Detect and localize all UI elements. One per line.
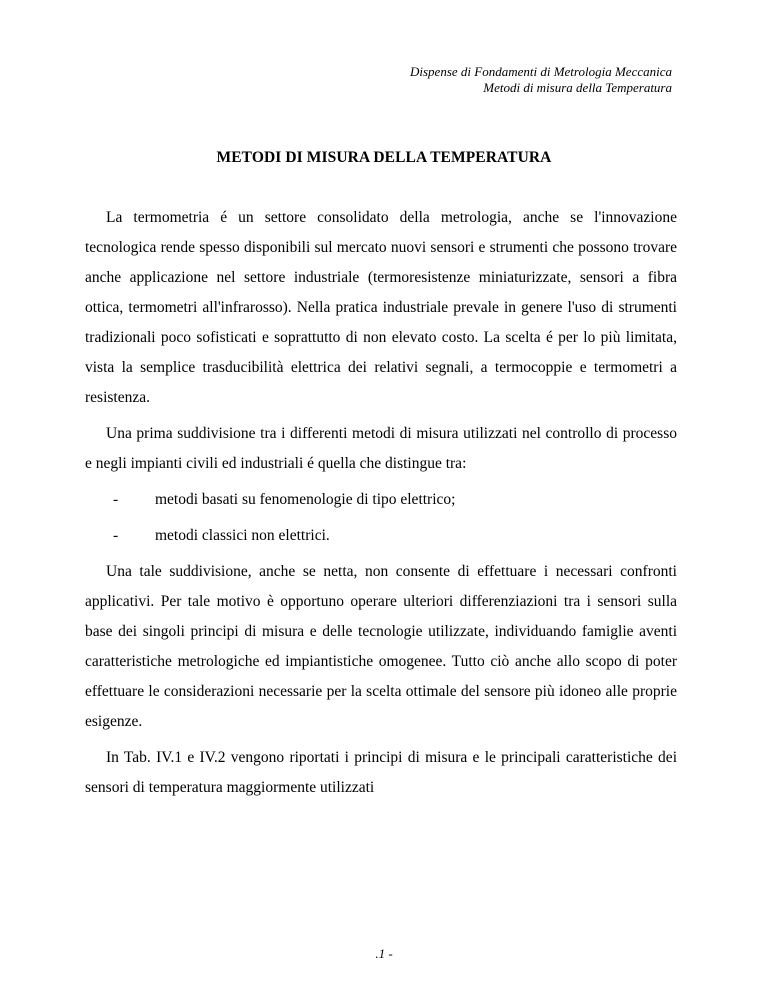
list-item-electrical	[85, 485, 677, 515]
list-bullet: -	[113, 527, 119, 544]
page-number: .1 -	[375, 946, 393, 961]
list-item-text: metodi classici non elettrici.	[155, 527, 330, 544]
paragraph-tables-reference: In Tab. IV.1 e IV.2 vengono riportati i principi di misura e le principali caratteristiche dei sensori di temperatura maggiormente utilizzati	[85, 749, 677, 796]
paragraph-intro: La termometria é un settore consolidato della metrologia, anche se l'innovazione tecnologica rende spesso disponibili sul mercato nuovi sensori e strumenti che possono trovare anche applicazione nel settore industriale (termoresistenze miniaturizzate, sensori a fibra ottica, termometri all'infrarosso). Nella pratica industriale prevale in genere l'uso di strumenti tradizionali poco sofisticati e soprattutto di non elevato costo. La scelta é per lo più limitata, vista la semplice trasducibilità elettrica dei relativi segnali, a termocoppie e termometri a resistenza.	[85, 209, 677, 406]
header-chapter-title: Metodi di misura della Temperatura	[483, 80, 672, 95]
chapter-title: METODI DI MISURA DELLA TEMPERATURA	[216, 149, 552, 166]
document-body	[85, 203, 677, 809]
list-bullet: -	[113, 491, 119, 508]
running-header	[410, 64, 672, 96]
paragraph-classification: Una prima suddivisione tra i differenti metodi di misura utilizzati nel controllo di processo e negli impianti civili ed industriali é quella che distingue tra:	[85, 425, 677, 472]
list-item-text: metodi basati su fenomenologie di tipo elettrico;	[155, 491, 456, 508]
paragraph-differentiation: Una tale suddivisione, anche se netta, non consente di effettuare i necessari confronti applicativi. Per tale motivo è opportuno operare ulteriori differenziazioni tra i sensori sulla base dei singoli principi di misura e delle tecnologie utilizzate, individuando famiglie aventi caratteristiche metrologiche ed impiantistiche omogenee. Tutto ciò anche allo scopo di poter effettuare le considerazioni necessarie per la scelta ottimale del sensore più idoneo alle proprie esigenze.	[85, 563, 677, 730]
header-course-title: Dispense di Fondamenti di Metrologia Meccanica	[410, 64, 672, 79]
list-item-non-electrical	[85, 521, 677, 551]
